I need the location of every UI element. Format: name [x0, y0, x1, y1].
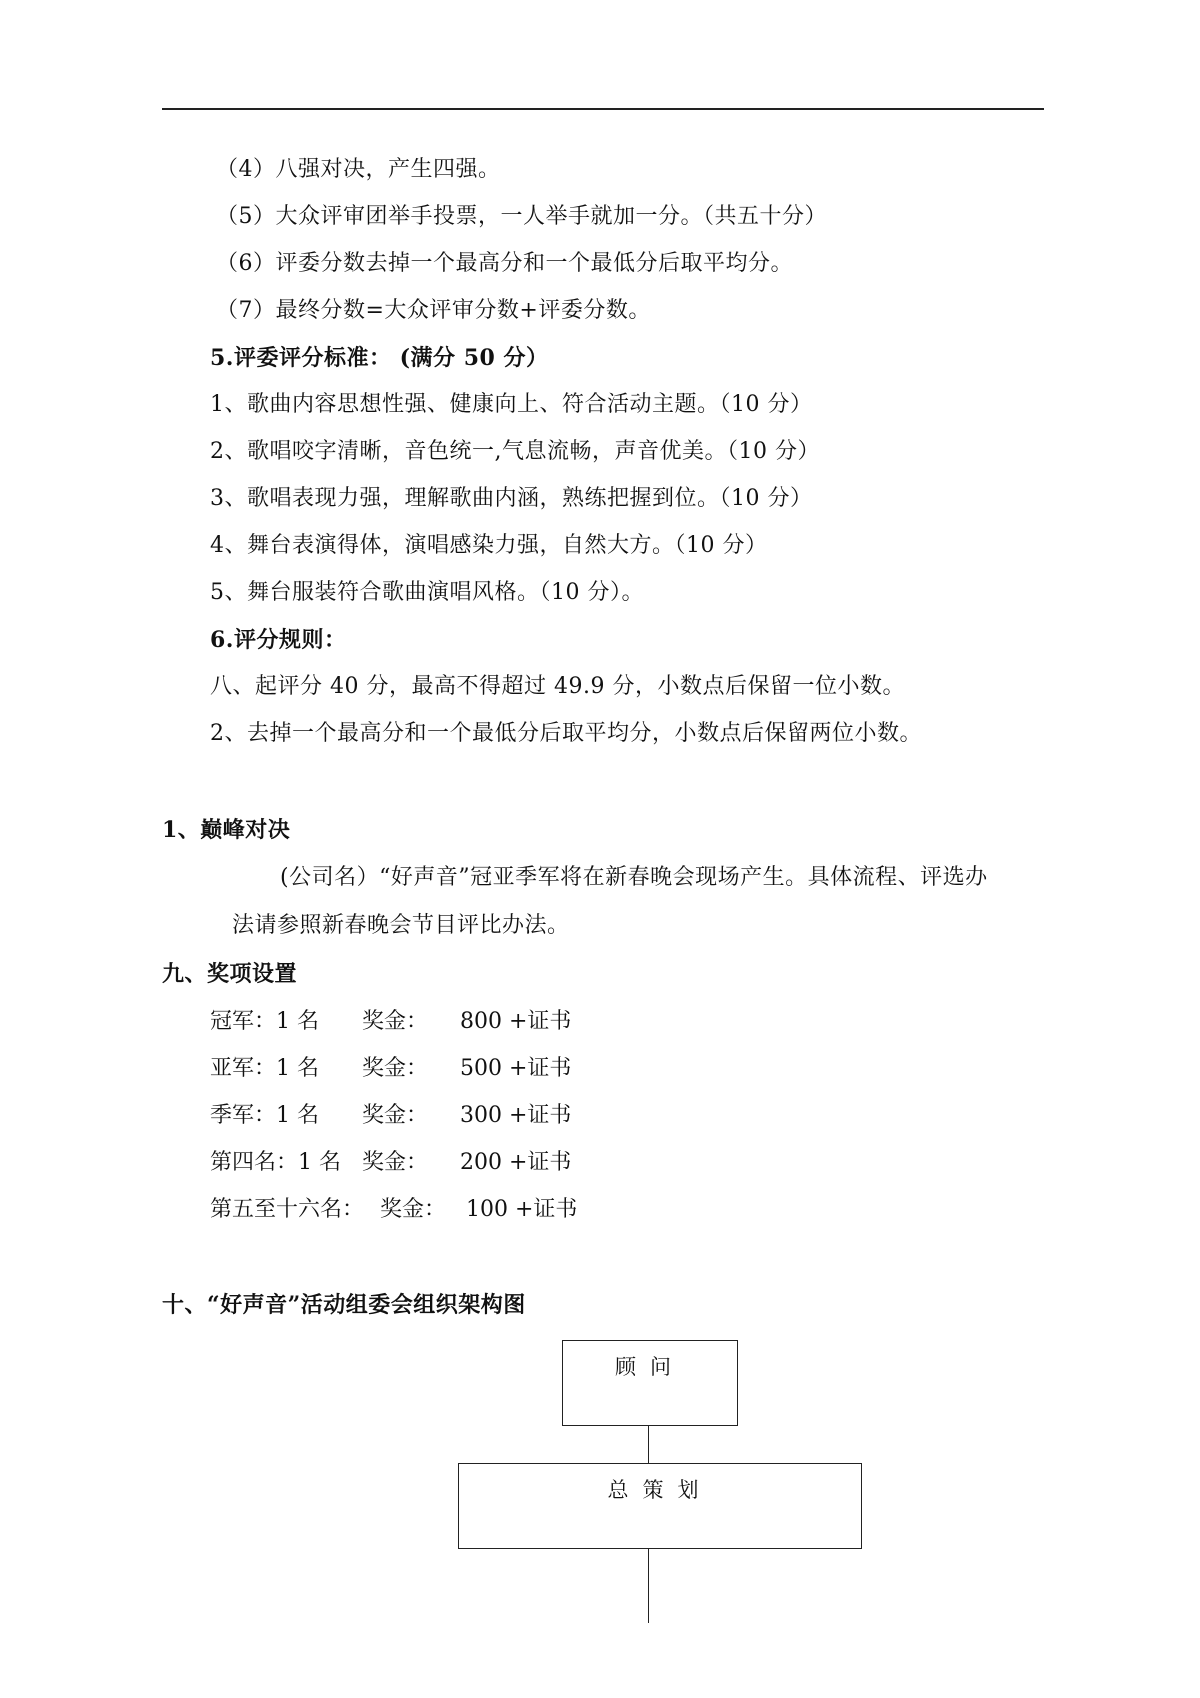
award-amount: 200 +证书	[460, 1150, 572, 1175]
header-divider	[162, 108, 1044, 110]
award-row-fifth-to-sixteenth	[210, 1195, 710, 1225]
rule-item-6: （6）评委分数去掉一个最高分和一个最低分后取平均分。	[216, 251, 793, 276]
award-rank: 亚军：1 名	[210, 1056, 319, 1081]
award-row-fourth	[210, 1148, 710, 1178]
scoring-rules-item: 2、去掉一个最高分和一个最低分后取平均分，小数点后保留两位小数。	[210, 721, 922, 746]
award-row-runner-up	[210, 1054, 710, 1084]
org-connector-line	[648, 1548, 649, 1623]
award-row-third	[210, 1101, 710, 1131]
award-amount: 800 +证书	[460, 1009, 572, 1034]
rule-item-5: （5）大众评审团举手投票，一人举手就加一分。（共五十分）	[216, 204, 827, 229]
award-rank: 季军：1 名	[210, 1103, 319, 1128]
award-amount: 100 +证书	[466, 1197, 578, 1222]
awards-heading: 九、奖项设置	[162, 961, 298, 987]
finals-heading: 1、巅峰对决	[162, 817, 291, 843]
award-prize-label: 奖金：	[362, 1103, 429, 1128]
org-box-advisor	[562, 1340, 738, 1426]
scoring-rules-item: 八、起评分 40 分，最高不得超过 49.9 分，小数点后保留一位小数。	[210, 674, 905, 699]
org-chart-heading: 十、“好声音”活动组委会组织架构图	[162, 1292, 526, 1318]
rule-item-4: （4）八强对决，产生四强。	[216, 157, 501, 182]
org-box-label: 总策划	[607, 1478, 713, 1502]
award-prize-label: 奖金：	[362, 1056, 429, 1081]
award-rank: 冠军：1 名	[210, 1009, 319, 1034]
award-prize-label: 奖金：	[362, 1150, 429, 1175]
finals-paragraph-line-1: (公司名）“好声音”冠亚季军将在新春晚会现场产生。具体流程、评选办	[280, 865, 988, 890]
award-row-champion	[210, 1007, 710, 1037]
award-rank: 第五至十六名：	[210, 1197, 365, 1222]
scoring-standard-item: 4、舞台表演得体，演唱感染力强，自然大方。（10 分）	[210, 533, 768, 558]
org-connector-line	[648, 1425, 649, 1463]
scoring-standard-item: 3、歌唱表现力强，理解歌曲内涵，熟练把握到位。（10 分）	[210, 486, 813, 511]
rule-item-7: （7）最终分数=大众评审分数+评委分数。	[216, 298, 651, 323]
scoring-standard-heading: 5.评委评分标准： (满分 50 分）	[210, 345, 549, 371]
scoring-rules-heading: 6.评分规则：	[210, 627, 347, 653]
award-amount: 300 +证书	[460, 1103, 572, 1128]
award-prize-label: 奖金：	[362, 1009, 429, 1034]
award-prize-label: 奖金：	[380, 1197, 447, 1222]
scoring-standard-item: 5、舞台服装符合歌曲演唱风格。（10 分）。	[210, 580, 644, 605]
award-rank: 第四名：1 名	[210, 1150, 341, 1175]
finals-paragraph-line-2: 法请参照新春晚会节目评比办法。	[232, 913, 570, 938]
org-box-chief-planner	[458, 1463, 862, 1549]
award-amount: 500 +证书	[460, 1056, 572, 1081]
org-box-label: 顾问	[615, 1355, 685, 1379]
scoring-standard-item: 2、歌唱咬字清晰，音色统一,气息流畅，声音优美。（10 分）	[210, 439, 820, 464]
scoring-standard-item: 1、歌曲内容思想性强、健康向上、符合活动主题。（10 分）	[210, 392, 813, 417]
